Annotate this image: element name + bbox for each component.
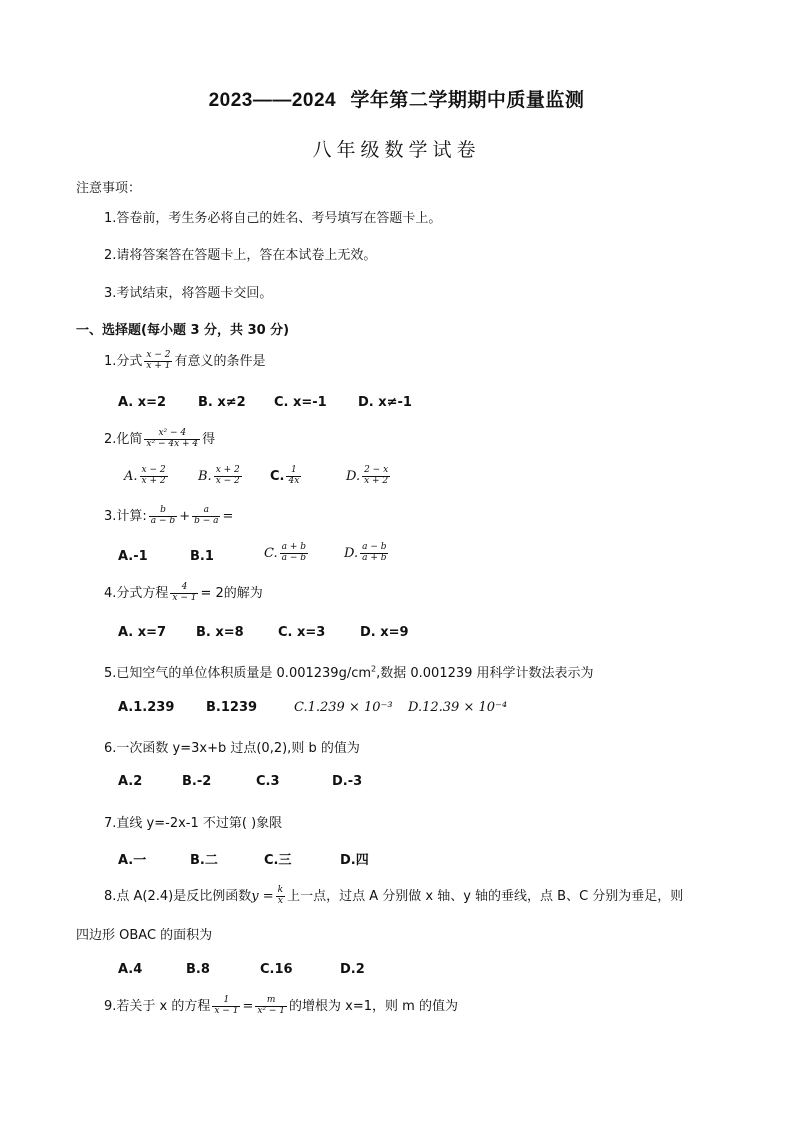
q2-c-den: 4x: [288, 475, 300, 486]
q3-c-label: C.: [264, 545, 278, 561]
q3-option-c: [264, 543, 310, 564]
q4-frac-num: 4: [170, 583, 198, 594]
q3-plus: +: [179, 509, 191, 524]
q2-a-frac: [140, 466, 168, 487]
q5-option-c: C.1.239 × 10⁻³: [294, 700, 393, 715]
q1-suffix: 有意义的条件是: [174, 354, 266, 369]
q2-d-den: x + 2: [364, 475, 389, 486]
q8-frac-num: k: [277, 885, 284, 896]
q7-option-c: C.三: [264, 853, 292, 868]
q7-option-d: D.四: [340, 853, 369, 868]
q6-option-d: D.-3: [332, 774, 363, 789]
q8-fraction: [276, 886, 285, 907]
q8-option-b: B.8: [186, 962, 210, 977]
q7-option-b: B.二: [190, 853, 218, 868]
q6-option-a: A.2: [118, 774, 143, 789]
q2-suffix: 得: [202, 432, 216, 447]
q1-fraction: [144, 351, 172, 372]
q2-a-label: A.: [124, 468, 138, 484]
q4-suffix: = 2的解为: [200, 586, 263, 601]
q2-d-num: 2 − x: [364, 465, 389, 475]
notes-heading: 注意事项：: [76, 181, 142, 196]
q7-option-a: A.一: [118, 853, 147, 868]
q2-d-label: D.: [346, 468, 361, 484]
q8-option-a: A.4: [118, 962, 143, 977]
q1-prefix: 1.分式: [104, 354, 143, 369]
q3-frac1-den: a − b: [150, 516, 176, 526]
q1-option-d: D. x≠-1: [358, 395, 412, 410]
q2-c-label: C.: [270, 468, 285, 484]
q4-frac-den: x − 1: [172, 593, 197, 603]
q8-option-c: C.16: [260, 962, 293, 977]
q3-d-frac: [360, 543, 388, 564]
q8-option-d: D.2: [340, 962, 365, 977]
q3-fraction-2: [192, 506, 220, 527]
q3-c-den: a − b: [281, 552, 307, 563]
q3-d-den: a + b: [362, 552, 387, 563]
q3-option-a: A.-1: [118, 549, 148, 564]
q9-fraction-1: [212, 996, 240, 1017]
q3-fraction-1: [149, 506, 177, 527]
q2-frac-den: x² − 4x + 4: [146, 439, 199, 449]
q8-formula-y: y =: [251, 889, 274, 904]
q5-sup: 2: [371, 664, 377, 674]
q2-option-a: [124, 466, 170, 487]
q2-c-num: 1: [286, 466, 301, 477]
q3-option-d: [344, 543, 390, 564]
section-heading: 一、选择题(每小题 3 分，共 30 分): [76, 323, 290, 338]
question-5: [104, 662, 594, 681]
title-years: 2023——2024: [208, 90, 337, 111]
question-8: [104, 885, 683, 907]
question-1: [104, 350, 266, 372]
q6-option-b: B.-2: [182, 774, 212, 789]
q1-frac-num: x − 2: [146, 350, 171, 361]
q2-frac-num: x² − 4: [144, 429, 200, 440]
q2-option-d: [346, 466, 392, 487]
q9-text-a: 9.若关于 x 的方程: [104, 999, 211, 1014]
q9-frac2-den: x² − 1: [257, 1006, 286, 1016]
q2-fraction: [144, 429, 200, 450]
q5-text-b: ,数据 0.001239 用科学计数法表示为: [376, 666, 594, 681]
q2-b-num: x + 2: [215, 465, 240, 475]
q2-option-b: [198, 466, 244, 487]
q4-fraction: [170, 583, 198, 604]
q2-b-den: x − 2: [215, 475, 240, 486]
q4-option-c: C. x=3: [278, 625, 326, 640]
page-subtitle: 八年级数学试卷: [312, 139, 481, 161]
q8-text-a: 8.点 A(2.4)是反比例函数: [104, 889, 252, 904]
q9-eq: =: [242, 999, 254, 1014]
page-title: [0, 85, 793, 112]
question-2: [104, 428, 215, 450]
note-item-3: 3.考试结束，将答题卡交回。: [104, 286, 273, 301]
q8-frac-den: x: [277, 896, 283, 906]
q5-text-a: 5.已知空气的单位体积质量是 0.001239g/cm: [104, 666, 372, 681]
q4-prefix: 4.分式方程: [104, 586, 169, 601]
q8-text-b: 上一点，过点 A 分别做 x 轴、y 轴的垂线，点 B、C 分别为垂足，则: [287, 889, 684, 904]
q5-option-a: A.1.239: [118, 700, 175, 715]
q3-frac2-den: b − a: [194, 516, 219, 526]
question-3: [104, 505, 233, 527]
q2-option-c: [270, 466, 303, 487]
q3-d-label: D.: [344, 545, 359, 561]
q2-b-label: B.: [198, 468, 212, 484]
q1-option-c: C. x=-1: [274, 395, 327, 410]
question-6: 6.一次函数 y=3x+b 过点(0,2),则 b 的值为: [104, 741, 360, 756]
q9-frac2-num: m: [255, 996, 287, 1007]
q9-frac1-num: 1: [212, 996, 240, 1007]
note-item-1: 1.答卷前，考生务必将自己的姓名、考号填写在答题卡上。: [104, 211, 442, 226]
note-item-2: 2.请将答案答在答题卡上，答在本试卷上无效。: [104, 248, 377, 263]
q3-suffix: =: [222, 509, 234, 524]
q1-option-a: A. x=2: [118, 395, 167, 410]
q9-frac1-den: x − 1: [214, 1006, 239, 1016]
q3-prefix: 3.计算:: [104, 509, 147, 524]
q5-option-b: B.1239: [206, 700, 258, 715]
q8-text-c: 四边形 OBAC 的面积为: [76, 928, 213, 943]
q3-frac1-num: b: [149, 506, 177, 517]
q2-a-den: x + 2: [141, 475, 166, 486]
q3-frac2-num: a: [192, 506, 220, 517]
q4-option-b: B. x=8: [196, 625, 244, 640]
q2-prefix: 2.化简: [104, 432, 143, 447]
q1-option-b: B. x≠2: [198, 395, 246, 410]
q3-c-frac: [280, 543, 308, 564]
question-9: [104, 995, 458, 1017]
q1-frac-den: x + 1: [146, 361, 171, 371]
q4-option-a: A. x=7: [118, 625, 167, 640]
q3-option-b: B.1: [190, 549, 214, 564]
q2-b-frac: [214, 466, 242, 487]
q9-text-b: 的增根为 x=1，则 m 的值为: [289, 999, 458, 1014]
q9-fraction-2: [255, 996, 287, 1017]
q2-d-frac: [362, 466, 390, 487]
q3-c-num: a + b: [281, 542, 307, 552]
question-7: 7.直线 y=-2x-1 不过第( )象限: [104, 816, 283, 831]
q4-option-d: D. x=9: [360, 625, 409, 640]
q5-option-d: D.12.39 × 10⁻⁴: [408, 700, 508, 715]
question-4: [104, 582, 263, 604]
q2-c-frac: [286, 466, 301, 487]
title-rest: 学年第二学期期中质量监测: [350, 89, 585, 111]
q2-a-num: x − 2: [141, 465, 166, 475]
q6-option-c: C.3: [256, 774, 280, 789]
q3-d-num: a − b: [362, 542, 387, 552]
